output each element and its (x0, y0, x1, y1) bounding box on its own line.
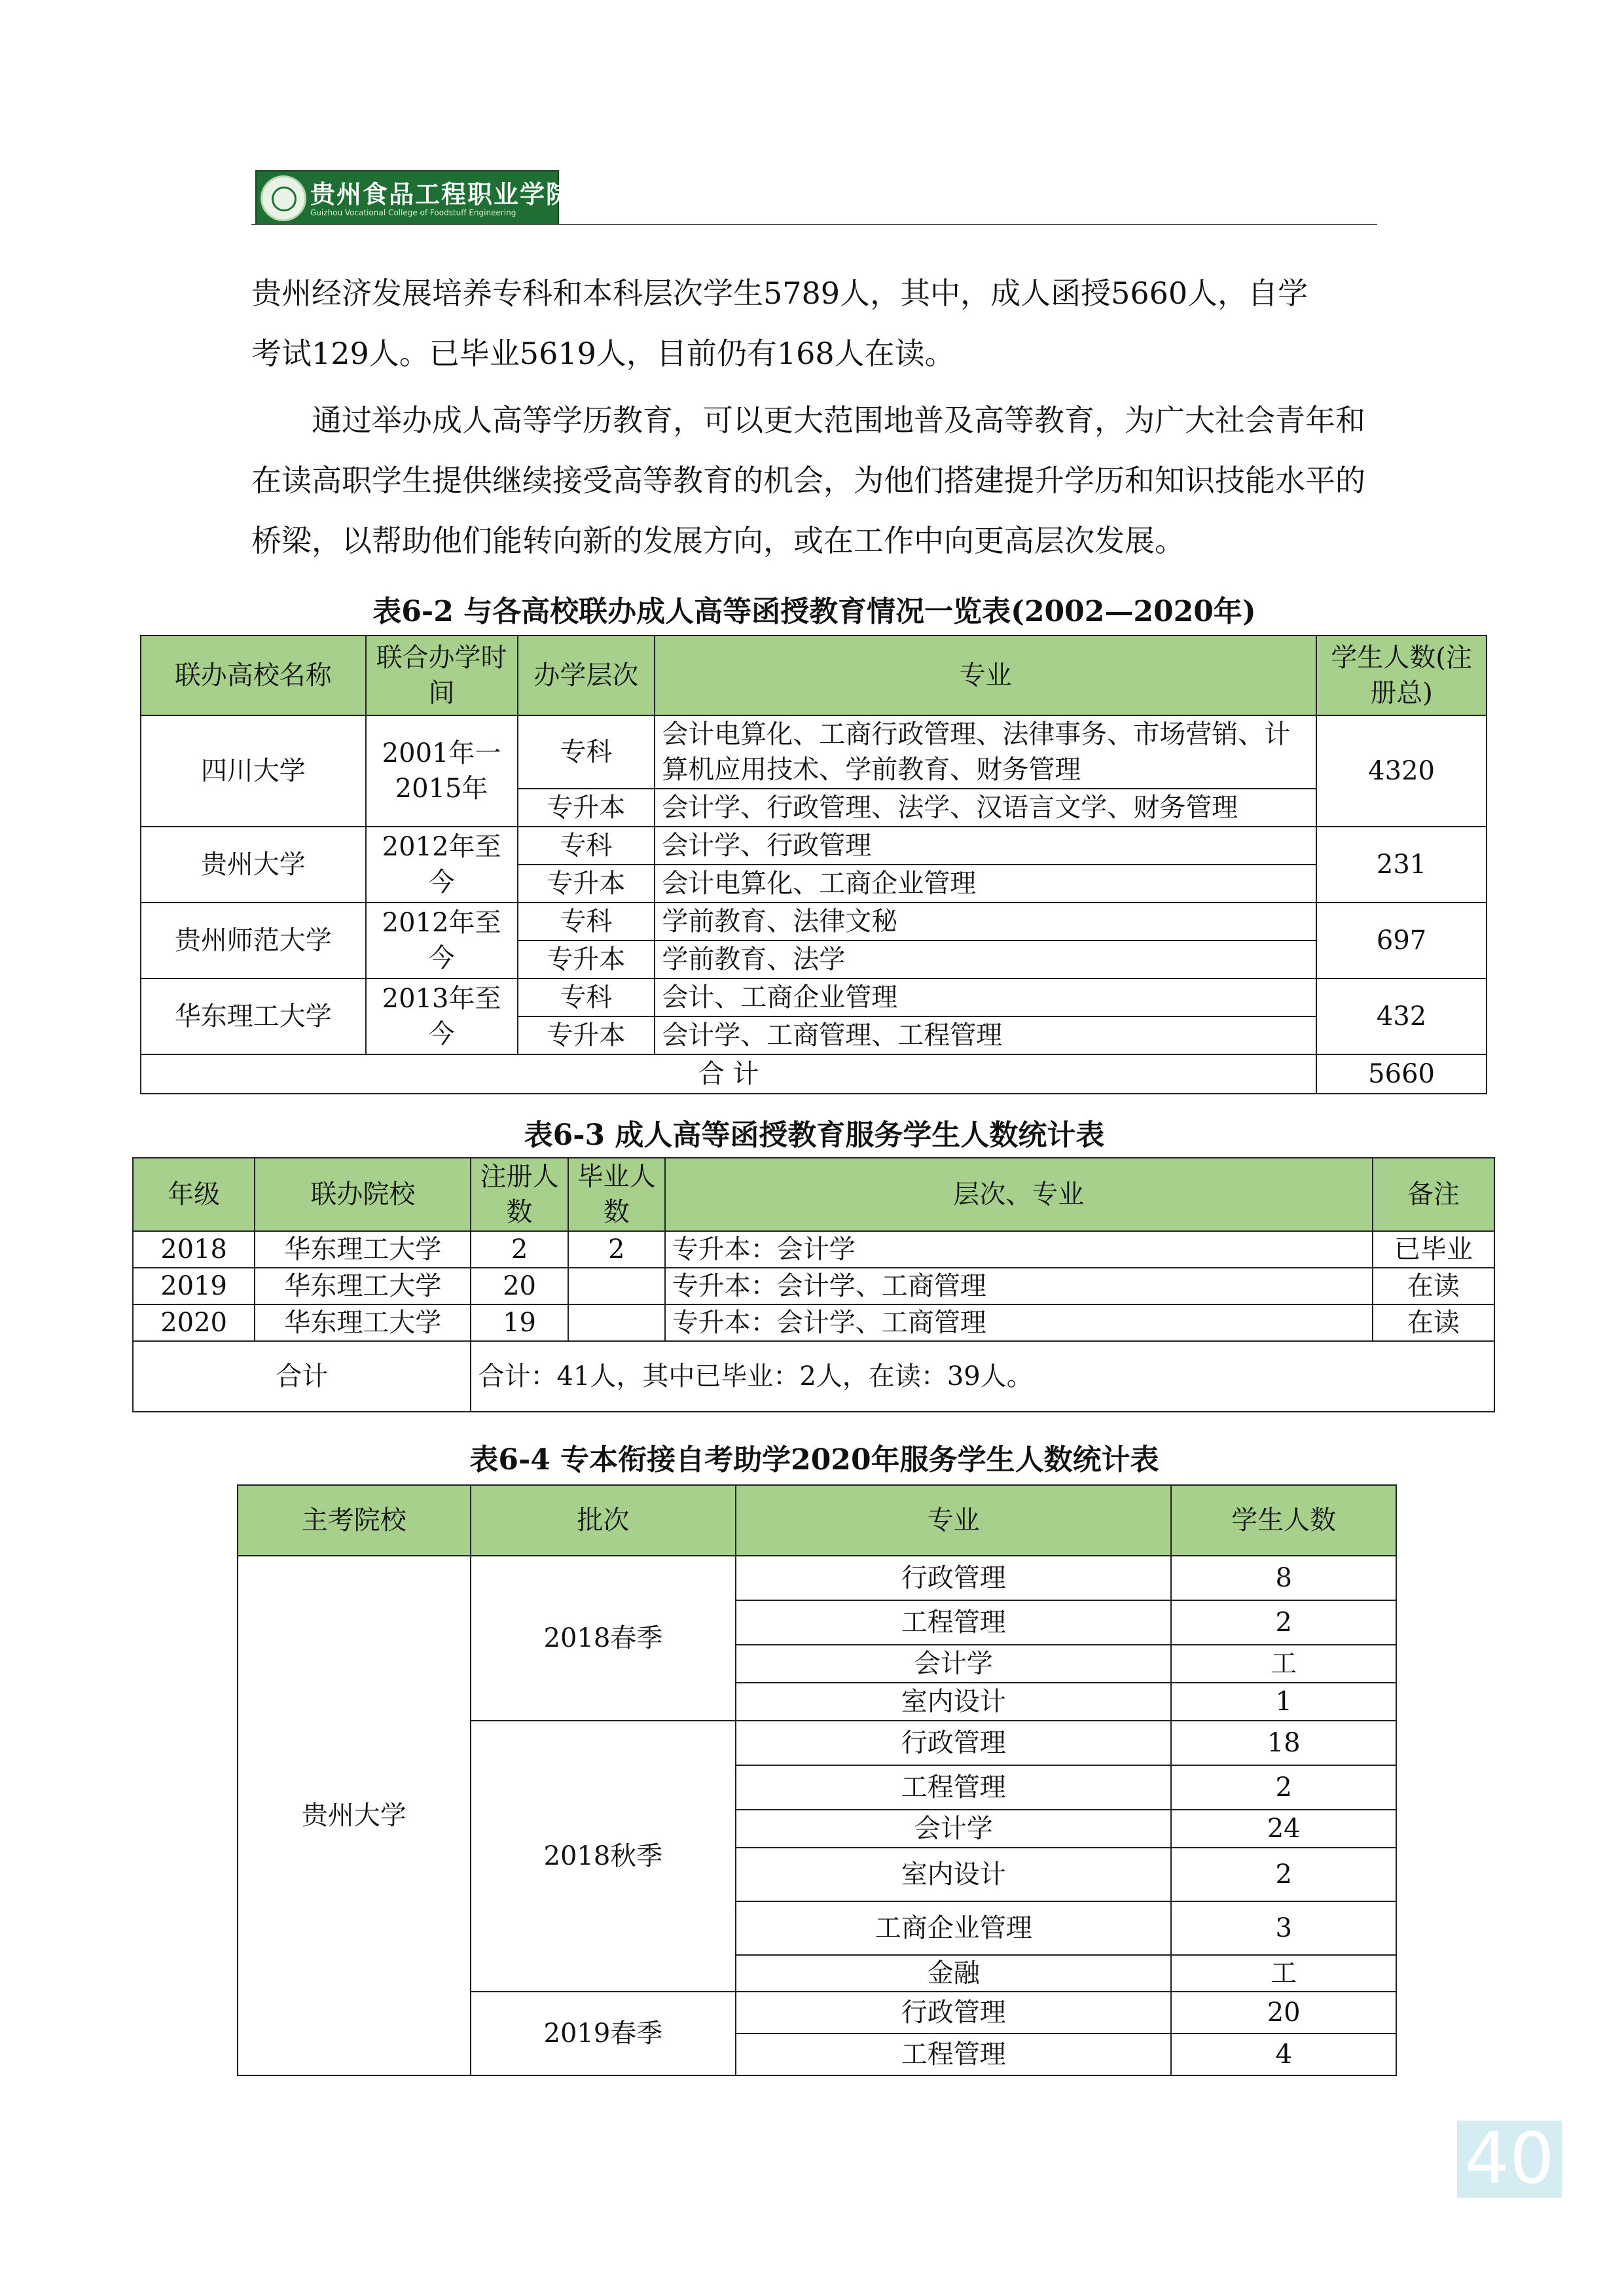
table62-major: 会计学、行政管理、法学、汉语言文学、财务管理 (655, 789, 1316, 827)
intro-p2: 通过举办成人高等学历教育，可以更大范围地普及高等教育，为广大社会青年和在读高职学生提供继续接受高等教育的机会，为他们搭建提升学历和知识技能水平的桥梁，以帮助他们能转向新的发展方向，或在工作中向更高层次发展。 (251, 403, 1365, 558)
table64-count: 20 (1171, 1992, 1396, 2034)
table64-header-row (238, 1485, 1396, 1556)
table63-grad (568, 1304, 665, 1341)
table63-grade: 2018 (133, 1231, 255, 1268)
table63-header-grad: 毕业人数 (568, 1158, 665, 1231)
table63 (132, 1157, 1495, 1412)
table64-major: 工程管理 (736, 1600, 1171, 1645)
table62-school: 贵州师范大学 (141, 903, 366, 978)
table63-note: 已毕业 (1373, 1231, 1494, 1268)
table62-time: 2013年至今 (366, 978, 518, 1054)
table64-batch: 2019春季 (471, 1992, 736, 2075)
table-row (133, 1304, 1494, 1341)
intro-line-1: 贵州经济发展培养专科和本科层次学生5789人，其中，成人函授5660人，自学 (251, 276, 1308, 311)
table64-count: 3 (1171, 1901, 1396, 1955)
table63-school: 华东理工大学 (255, 1231, 471, 1268)
table64-major: 行政管理 (736, 1721, 1171, 1765)
table62-header-time: 联合办学时间 (366, 636, 518, 715)
table63-major: 专升本：会计学、工商管理 (665, 1304, 1373, 1341)
table63-reg: 19 (471, 1304, 568, 1341)
table64-count: 4 (1171, 2034, 1396, 2075)
table64-count: 24 (1171, 1810, 1396, 1848)
table64-major: 工程管理 (736, 1765, 1171, 1810)
table64-major: 金融 (736, 1955, 1171, 1992)
table64-major: 工程管理 (736, 2034, 1171, 2075)
table62 (140, 635, 1487, 1094)
table64-count: 工 (1171, 1645, 1396, 1683)
table64-count: 2 (1171, 1765, 1396, 1810)
table64-major: 会计学 (736, 1810, 1171, 1848)
table62-time: 2012年至今 (366, 827, 518, 903)
intro-line-2: 考试129人。已毕业5619人，目前仍有168人在读。 (251, 336, 955, 371)
table63-major: 专升本：会计学、工商管理 (665, 1268, 1373, 1304)
table64 (237, 1484, 1397, 2076)
table62-school: 贵州大学 (141, 827, 366, 903)
table63-grade: 2019 (133, 1268, 255, 1304)
table63-school: 华东理工大学 (255, 1268, 471, 1304)
table64-header-school: 主考院校 (238, 1485, 471, 1556)
table62-school: 四川大学 (141, 715, 366, 827)
intro-paragraph-2 (251, 390, 1390, 571)
table63-note: 在读 (1373, 1268, 1494, 1304)
table62-total-row (141, 1054, 1487, 1094)
table64-count: 18 (1171, 1721, 1396, 1765)
table64-school: 贵州大学 (238, 1556, 471, 2075)
table64-count: 2 (1171, 1600, 1396, 1645)
table62-level: 专科 (518, 715, 655, 789)
table64-count: 1 (1171, 1683, 1396, 1721)
logo-cn-text: 贵州食品工程职业学院 (310, 179, 573, 209)
header-rule (251, 224, 1377, 225)
table62-major: 学前教育、法学 (655, 941, 1316, 978)
page-number: 40 (1457, 2121, 1562, 2198)
table62-header-major: 专业 (655, 636, 1316, 715)
page-header (251, 165, 1377, 225)
table62-level: 专科 (518, 978, 655, 1016)
table64-major: 室内设计 (736, 1848, 1171, 1901)
table63-note: 在读 (1373, 1304, 1494, 1341)
table62-header-school: 联办高校名称 (141, 636, 366, 715)
table62-header-row (141, 636, 1487, 715)
table62-count: 4320 (1316, 715, 1487, 827)
table63-total-row (133, 1341, 1494, 1412)
table63-major: 专升本：会计学 (665, 1231, 1373, 1268)
table64-major: 行政管理 (736, 1556, 1171, 1600)
table63-header-note: 备注 (1373, 1158, 1494, 1231)
table64-batch: 2018春季 (471, 1556, 736, 1721)
table-row (133, 1231, 1494, 1268)
table63-header-major: 层次、专业 (665, 1158, 1373, 1231)
table64-header-batch: 批次 (471, 1485, 736, 1556)
table62-total-label: 合 计 (141, 1054, 1316, 1094)
table62-header-count: 学生人数(注册总) (1316, 636, 1487, 715)
table64-count: 工 (1171, 1955, 1396, 1992)
table63-total-text: 合计：41人，其中已毕业：2人，在读：39人。 (471, 1341, 1494, 1412)
table62-major: 会计电算化、工商企业管理 (655, 865, 1316, 903)
table63-reg: 2 (471, 1231, 568, 1268)
table-row (141, 827, 1487, 865)
table64-caption: 表6-4 专本衔接自考助学2020年服务学生人数统计表 (469, 1443, 1159, 1477)
table63-grad (568, 1268, 665, 1304)
table62-major: 会计学、行政管理 (655, 827, 1316, 865)
college-emblem-icon (261, 175, 306, 221)
table63-header-row (133, 1158, 1494, 1231)
table-row (133, 1268, 1494, 1304)
table62-level: 专升本 (518, 789, 655, 827)
table62-level: 专升本 (518, 1016, 655, 1054)
table64-major: 工商企业管理 (736, 1901, 1171, 1955)
table64-count: 2 (1171, 1848, 1396, 1901)
table63-header-reg: 注册人数 (471, 1158, 568, 1231)
table62-major: 学前教育、法律文秘 (655, 903, 1316, 941)
table62-count: 432 (1316, 978, 1487, 1054)
table-row (141, 715, 1487, 789)
table64-major: 会计学 (736, 1645, 1171, 1683)
table62-header-level: 办学层次 (518, 636, 655, 715)
table62-school: 华东理工大学 (141, 978, 366, 1054)
table62-count: 697 (1316, 903, 1487, 978)
table64-batch: 2018秋季 (471, 1721, 736, 1992)
table62-total-value: 5660 (1316, 1054, 1487, 1094)
college-logo (255, 170, 573, 225)
table63-header-school: 联办院校 (255, 1158, 471, 1231)
table62-major: 会计、工商企业管理 (655, 978, 1316, 1016)
table64-count: 8 (1171, 1556, 1396, 1600)
table-row (238, 1556, 1396, 1600)
table64-header-major: 专业 (736, 1485, 1171, 1556)
table63-total-label: 合计 (133, 1341, 471, 1412)
table62-major: 会计学、工商管理、工程管理 (655, 1016, 1316, 1054)
table62-level: 专升本 (518, 865, 655, 903)
table62-time: 2001年一2015年 (366, 715, 518, 827)
intro-paragraph-1 (251, 263, 1397, 384)
table63-grade: 2020 (133, 1304, 255, 1341)
logo-en-text: Guizhou Vocational College of Foodstuff Engineering (310, 208, 516, 217)
table64-header-count: 学生人数 (1171, 1485, 1396, 1556)
table64-major: 室内设计 (736, 1683, 1171, 1721)
table63-school: 华东理工大学 (255, 1304, 471, 1341)
table62-count: 231 (1316, 827, 1487, 903)
table-row (141, 978, 1487, 1016)
table-row (141, 903, 1487, 941)
table63-caption: 表6-3 成人高等函授教育服务学生人数统计表 (524, 1119, 1105, 1152)
table63-grad: 2 (568, 1231, 665, 1268)
table63-reg: 20 (471, 1268, 568, 1304)
table62-major: 会计电算化、工商行政管理、法律事务、市场营销、计算机应用技术、学前教育、财务管理 (655, 715, 1316, 789)
table62-caption: 表6-2 与各高校联办成人高等函授教育情况一览表(2002—2020年) (372, 595, 1256, 628)
table63-header-grade: 年级 (133, 1158, 255, 1231)
table62-time: 2012年至今 (366, 903, 518, 978)
table62-level: 专科 (518, 903, 655, 941)
table62-level: 专科 (518, 827, 655, 865)
table62-level: 专升本 (518, 941, 655, 978)
table64-major: 行政管理 (736, 1992, 1171, 2034)
